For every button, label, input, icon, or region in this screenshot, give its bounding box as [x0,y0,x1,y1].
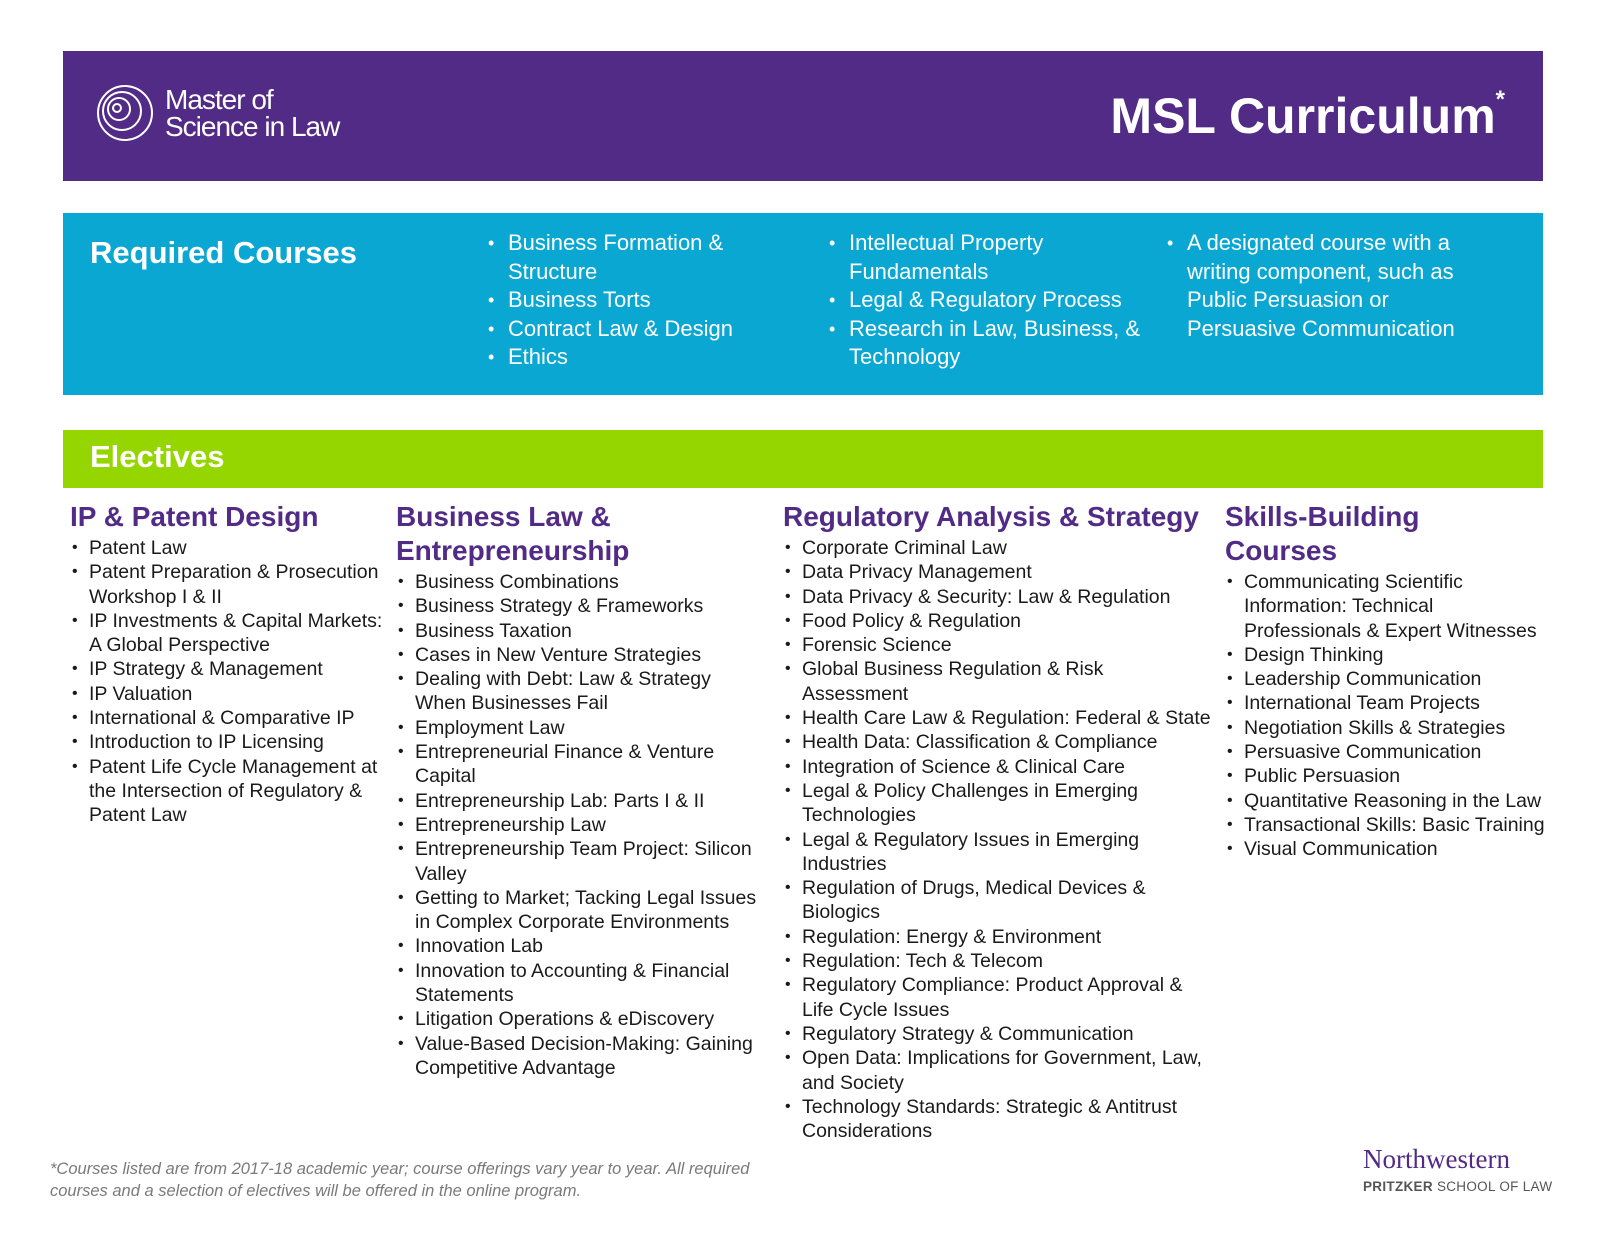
list-item: • Health Data: Classification & Compliance [783,730,1213,754]
list-item: • Corporate Criminal Law [783,536,1213,560]
elective-column-business-law [396,500,766,1080]
list-item: • Business Taxation [396,619,766,643]
list-item: • Cases in New Venture Strategies [396,643,766,667]
list-item: • Entrepreneurship Team Project: Silicon Valley [396,837,766,886]
brand-sub-rest: SCHOOL OF LAW [1432,1179,1553,1194]
list-item: • Introduction to IP Licensing [70,730,385,754]
list-item: • Ethics [488,343,788,372]
header-banner [63,51,1543,181]
list-item: • Research in Law, Business, & Technology [829,315,1144,372]
elective-column-title: IP & Patent Design [70,501,319,532]
list-item: • Open Data: Implications for Government, Law, and Society [783,1046,1213,1095]
list-item: • Innovation Lab [396,934,766,958]
logo-line-2: Science in Law [165,111,340,142]
list-item: • Patent Preparation & Prosecution Workshop I & II [70,560,385,609]
list-item: • Intellectual Property Fundamentals [829,229,1144,286]
list-item: • Technology Standards: Strategic & Antitrust Considerations [783,1095,1213,1144]
required-column-1 [488,229,788,372]
elective-column-regulatory [783,500,1215,1143]
list-item: • Food Policy & Regulation [783,609,1213,633]
list-item: • Transactional Skills: Basic Training [1225,813,1545,837]
list-item: • Legal & Regulatory Issues in Emerging Industries [783,828,1213,877]
elective-column-title: Regulatory Analysis & Strategy [783,501,1199,532]
brand-name: Northwestern [1363,1144,1510,1174]
list-item: • Data Privacy Management [783,560,1213,584]
list-item: • IP Strategy & Management [70,657,385,681]
list-item: • Business Strategy & Frameworks [396,594,766,618]
list-item: • Forensic Science [783,633,1213,657]
list-item: • Design Thinking [1225,643,1545,667]
brand-subtitle [1363,1179,1553,1194]
list-item: • Litigation Operations & eDiscovery [396,1007,766,1031]
list-item: • Business Torts [488,286,788,315]
list-item: • Patent Law [70,536,385,560]
list-item: • Value-Based Decision-Making: Gaining Competitive Advantage [396,1032,766,1081]
logo-line-1: Master of [165,84,273,115]
program-logo [95,83,339,143]
list-item: • Data Privacy & Security: Law & Regulation [783,585,1213,609]
list-item: • Negotiation Skills & Strategies [1225,716,1545,740]
required-column-3 [1167,229,1497,343]
list-item: • Regulation: Energy & Environment [783,925,1213,949]
list-item: • Public Persuasion [1225,764,1545,788]
elective-column-ip-patent [70,500,385,828]
list-item: • Leadership Communication [1225,667,1545,691]
list-item: • Entrepreneurship Lab: Parts I & II [396,789,766,813]
list-item: • Integration of Science & Clinical Care [783,755,1213,779]
list-item: • Getting to Market; Tacking Legal Issues in Complex Corporate Environments [396,886,766,935]
electives-banner [63,430,1543,488]
page-title [1110,87,1505,145]
list-item: • Legal & Regulatory Process [829,286,1144,315]
list-item: • International Team Projects [1225,691,1545,715]
list-item: • IP Investments & Capital Markets: A Global Perspective [70,609,385,658]
list-item: • Patent Life Cycle Management at the Intersection of Regulatory & Patent Law [70,755,385,828]
brand-sub-bold: PRITZKER [1363,1179,1433,1194]
list-item: • International & Comparative IP [70,706,385,730]
list-item: • Regulation of Drugs, Medical Devices & Biologics [783,876,1213,925]
list-item: • Global Business Regulation & Risk Assessment [783,657,1213,706]
list-item: • Health Care Law & Regulation: Federal & State [783,706,1213,730]
elective-column-title: Business Law & Entrepreneurship [396,501,630,566]
list-item: • Legal & Policy Challenges in Emerging Technologies [783,779,1213,828]
list-item: • Contract Law & Design [488,315,788,344]
list-item: • Regulatory Compliance: Product Approval & Life Cycle Issues [783,973,1213,1022]
northwestern-logo [1363,1144,1553,1194]
list-item: • Visual Communication [1225,837,1545,861]
list-item: • Business Combinations [396,570,766,594]
elective-column-skills [1225,500,1545,862]
list-item: • Entrepreneurial Finance & Venture Capital [396,740,766,789]
list-item: • Business Formation & Structure [488,229,788,286]
required-column-2 [829,229,1144,372]
list-item: • Quantitative Reasoning in the Law [1225,789,1545,813]
page-title-text: MSL Curriculum [1110,88,1496,144]
program-logo-text [165,86,339,140]
elective-column-title: Skills-Building Courses [1225,501,1420,566]
list-item: • Dealing with Debt: Law & Strategy When Businesses Fail [396,667,766,716]
list-item: • Communicating Scientific Information: Technical Professionals & Expert Witnesses [1225,570,1545,643]
list-item: • Employment Law [396,716,766,740]
concentric-circles-icon [95,83,155,143]
list-item: • IP Valuation [70,682,385,706]
title-asterisk: * [1495,86,1505,114]
required-courses-panel [63,213,1543,395]
list-item: • Regulatory Strategy & Communication [783,1022,1213,1046]
list-item: • A designated course with a writing component, such as Public Persuasion or Persuasive Communication [1167,229,1497,343]
required-courses-heading: Required Courses [90,235,358,270]
footnote: *Courses listed are from 2017-18 academic year; course offerings vary year to year. All required courses and a selection of electives will be offered in the online program. [50,1160,750,1200]
list-item: • Innovation to Accounting & Financial Statements [396,959,766,1008]
list-item: • Regulation: Tech & Telecom [783,949,1213,973]
list-item: • Persuasive Communication [1225,740,1545,764]
electives-heading: Electives [90,439,225,474]
list-item: • Entrepreneurship Law [396,813,766,837]
